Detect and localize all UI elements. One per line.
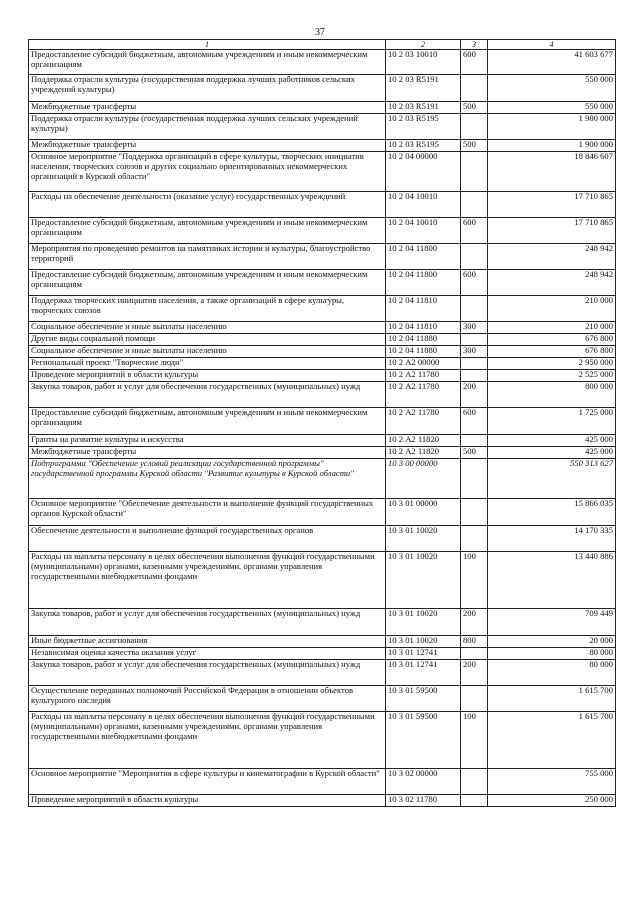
row-name-cell: Осуществление переданных полномочий Российской Федерации в отношении объектов культурного наследия [29, 686, 386, 712]
table-row [29, 408, 616, 435]
row-code-cell: 10 3 02 11780 [386, 795, 461, 807]
table-body [29, 50, 616, 807]
row-sum-cell: 550 000 [488, 102, 616, 114]
row-sum-cell: 80 000 [488, 648, 616, 660]
row-type-cell: 200 [461, 382, 488, 408]
row-type-cell [461, 686, 488, 712]
row-type-cell [461, 795, 488, 807]
row-sum-cell: 676 800 [488, 346, 616, 358]
row-sum-cell: 425 000 [488, 435, 616, 447]
row-code-cell: 10 2 03 R5195 [386, 140, 461, 152]
row-name-cell: Гранты на развитие культуры и искусства [29, 435, 386, 447]
table-row [29, 75, 616, 102]
row-type-cell: 500 [461, 140, 488, 152]
table-row [29, 50, 616, 75]
row-type-cell [461, 334, 488, 346]
table-row [29, 370, 616, 382]
table-row [29, 358, 616, 370]
row-sum-cell: 1 615 700 [488, 686, 616, 712]
row-code-cell: 10 3 01 59500 [386, 686, 461, 712]
table-row [29, 322, 616, 334]
row-type-cell: 100 [461, 552, 488, 609]
row-code-cell: 10 2 04 00000 [386, 152, 461, 192]
row-name-cell: Основное мероприятие "Поддержка организаций в сфере культуры, творческих инициатив населения, творческих союзов и других социально ориентированных некоммерческих организаций в Курской области" [29, 152, 386, 192]
row-sum-cell: 550 000 [488, 75, 616, 102]
table-row [29, 218, 616, 244]
table-row [29, 552, 616, 609]
row-name-cell: Закупка товаров, работ и услуг для обеспечения государственных (муниципальных) нужд [29, 382, 386, 408]
row-type-cell [461, 370, 488, 382]
row-name-cell: Расходы на обеспечение деятельности (оказание услуг) государственных учреждений [29, 192, 386, 218]
row-sum-cell: 14 170 335 [488, 526, 616, 552]
row-code-cell: 10 3 01 10020 [386, 526, 461, 552]
row-type-cell: 500 [461, 102, 488, 114]
row-sum-cell: 41 603 677 [488, 50, 616, 75]
row-code-cell: 10 2 03 R5191 [386, 75, 461, 102]
header-col-4: 4 [488, 40, 616, 50]
table-row [29, 102, 616, 114]
row-name-cell: Подпрограмма "Обеспечение условий реализации государственной программы" государственной программы Курской области "Развитие культуры в Курской области" [29, 459, 386, 499]
row-name-cell: Межбюджетные трансферты [29, 140, 386, 152]
row-type-cell: 500 [461, 447, 488, 459]
row-type-cell: 300 [461, 346, 488, 358]
row-name-cell: Межбюджетные трансферты [29, 102, 386, 114]
row-code-cell: 10 2 03 R5191 [386, 102, 461, 114]
row-sum-cell: 1 900 000 [488, 114, 616, 140]
table-row [29, 334, 616, 346]
row-sum-cell: 425 000 [488, 447, 616, 459]
table-row [29, 435, 616, 447]
row-sum-cell: 550 313 627 [488, 459, 616, 499]
row-code-cell: 10 2 А2 00000 [386, 358, 461, 370]
row-type-cell [461, 499, 488, 526]
header-col-3: 3 [461, 40, 488, 50]
row-type-cell [461, 459, 488, 499]
row-name-cell: Предоставление субсидий бюджетным, автономным учреждениям и иным некоммерческим организациям [29, 218, 386, 244]
table-row [29, 686, 616, 712]
row-code-cell: 10 3 00 00000 [386, 459, 461, 499]
header-col-1: 1 [29, 40, 386, 50]
table-row [29, 609, 616, 636]
table-row [29, 192, 616, 218]
row-type-cell: 600 [461, 50, 488, 75]
row-name-cell: Социальное обеспечение и иные выплаты населению [29, 346, 386, 358]
row-type-cell: 600 [461, 218, 488, 244]
row-type-cell: 600 [461, 408, 488, 435]
row-name-cell: Предоставление субсидий бюджетным, автономным учреждениям и иным некоммерческим организациям [29, 270, 386, 296]
row-type-cell: 800 [461, 636, 488, 648]
row-code-cell: 10 2 А2 11820 [386, 435, 461, 447]
row-code-cell: 10 3 01 12741 [386, 648, 461, 660]
row-name-cell: Закупка товаров, работ и услуг для обеспечения государственных (муниципальных) нужд [29, 660, 386, 686]
row-name-cell: Расходы на выплаты персоналу в целях обеспечения выполнения функций государственными (муниципальными) органами, казенными учреждениями, органами управления государственными внебюджетными фондами [29, 552, 386, 609]
row-type-cell: 600 [461, 270, 488, 296]
row-sum-cell: 800 000 [488, 382, 616, 408]
row-code-cell: 10 2 04 11810 [386, 296, 461, 322]
row-sum-cell: 210 000 [488, 322, 616, 334]
row-type-cell [461, 358, 488, 370]
row-sum-cell: 20 000 [488, 636, 616, 648]
row-code-cell: 10 2 04 10010 [386, 192, 461, 218]
row-name-cell: Предоставление субсидий бюджетным, автономным учреждениям и иным некоммерческим организациям [29, 408, 386, 435]
row-sum-cell: 13 440 886 [488, 552, 616, 609]
row-code-cell: 10 3 01 59500 [386, 712, 461, 769]
row-code-cell: 10 2 03 10010 [386, 50, 461, 75]
page-number: 37 [315, 27, 325, 38]
row-sum-cell: 248 942 [488, 244, 616, 270]
row-name-cell: Межбюджетные трансферты [29, 447, 386, 459]
row-type-cell: 300 [461, 322, 488, 334]
row-name-cell: Проведение мероприятий в области культуры [29, 370, 386, 382]
row-name-cell: Предоставление субсидий бюджетным, автономным учреждениям и иным некоммерческим организациям [29, 50, 386, 75]
table-row [29, 712, 616, 769]
row-code-cell: 10 3 02 00000 [386, 769, 461, 795]
row-name-cell: Иные бюджетные ассигнования [29, 636, 386, 648]
row-name-cell: Основное мероприятие "Обеспечение деятельности и выполнение функций государственных органов Курской области" [29, 499, 386, 526]
table-row [29, 660, 616, 686]
row-sum-cell: 210 000 [488, 296, 616, 322]
row-name-cell: Закупка товаров, работ и услуг для обеспечения государственных (муниципальных) нужд [29, 609, 386, 636]
row-type-cell [461, 114, 488, 140]
table-row [29, 499, 616, 526]
row-type-cell [461, 648, 488, 660]
row-type-cell [461, 435, 488, 447]
row-type-cell [461, 526, 488, 552]
table-row [29, 795, 616, 807]
row-sum-cell: 18 846 607 [488, 152, 616, 192]
table-row [29, 140, 616, 152]
row-type-cell: 200 [461, 609, 488, 636]
row-sum-cell: 17 710 865 [488, 218, 616, 244]
row-type-cell: 100 [461, 712, 488, 769]
row-code-cell: 10 3 01 12741 [386, 660, 461, 686]
table-row [29, 769, 616, 795]
row-sum-cell: 1 725 000 [488, 408, 616, 435]
header-col-2: 2 [386, 40, 461, 50]
row-name-cell: Основное мероприятие "Мероприятия в сфере культуры и кинематографии в Курской области" [29, 769, 386, 795]
row-code-cell: 10 3 01 10020 [386, 636, 461, 648]
row-name-cell: Расходы на выплаты персоналу в целях обеспечения выполнения функций государственными (муниципальными) органами, казенными учреждениями, органами управления государственными внебюджетными фондами [29, 712, 386, 769]
row-name-cell: Поддержка отрасли культуры (государственная поддержка лучших работников сельских учреждений культуры) [29, 75, 386, 102]
row-code-cell: 10 2 04 11880 [386, 346, 461, 358]
row-name-cell: Социальное обеспечение и иные выплаты населению [29, 322, 386, 334]
row-sum-cell: 250 000 [488, 795, 616, 807]
table-row [29, 648, 616, 660]
row-sum-cell: 80 000 [488, 660, 616, 686]
table-row [29, 447, 616, 459]
table-row [29, 459, 616, 499]
row-code-cell: 10 2 А2 11780 [386, 382, 461, 408]
row-sum-cell: 2 525 000 [488, 370, 616, 382]
row-name-cell: Поддержка отрасли культуры (государственная поддержка лучших сельских учреждений культуры) [29, 114, 386, 140]
row-code-cell: 10 3 01 00000 [386, 499, 461, 526]
row-sum-cell: 1 615 700 [488, 712, 616, 769]
row-sum-cell: 248 942 [488, 270, 616, 296]
row-code-cell: 10 2 04 10010 [386, 218, 461, 244]
row-name-cell: Обеспечение деятельности и выполнение функций государственных органов [29, 526, 386, 552]
row-sum-cell: 709 449 [488, 609, 616, 636]
row-code-cell: 10 2 А2 11820 [386, 447, 461, 459]
row-type-cell [461, 75, 488, 102]
row-name-cell: Поддержка творческих инициатив населения, а также организаций в сфере культуры, творческих союзов [29, 296, 386, 322]
row-type-cell: 200 [461, 660, 488, 686]
row-type-cell [461, 296, 488, 322]
row-code-cell: 10 2 04 11880 [386, 334, 461, 346]
row-sum-cell: 755 000 [488, 769, 616, 795]
row-type-cell [461, 244, 488, 270]
table-row [29, 114, 616, 140]
table-header [29, 40, 616, 50]
table-row [29, 152, 616, 192]
row-sum-cell: 17 710 865 [488, 192, 616, 218]
budget-table [28, 39, 616, 807]
table-row [29, 270, 616, 296]
table-row [29, 382, 616, 408]
table-row [29, 296, 616, 322]
row-type-cell [461, 192, 488, 218]
row-name-cell: Другие виды социальной помощи [29, 334, 386, 346]
row-code-cell: 10 2 04 11810 [386, 322, 461, 334]
row-name-cell: Мероприятия по проведению ремонтов на памятниках истории и культуры, благоустройство территорий [29, 244, 386, 270]
row-code-cell: 10 2 А2 11780 [386, 408, 461, 435]
row-sum-cell: 15 866 035 [488, 499, 616, 526]
row-sum-cell: 676 800 [488, 334, 616, 346]
row-code-cell: 10 3 01 10020 [386, 552, 461, 609]
row-name-cell: Независимая оценка качества оказания услуг [29, 648, 386, 660]
row-name-cell: Региональный проект "Творческие люди" [29, 358, 386, 370]
table-row [29, 636, 616, 648]
row-code-cell: 10 3 01 10020 [386, 609, 461, 636]
row-name-cell: Проведение мероприятий в области культуры [29, 795, 386, 807]
header-row [29, 40, 616, 50]
row-sum-cell: 2 950 000 [488, 358, 616, 370]
row-code-cell: 10 2 А2 11780 [386, 370, 461, 382]
row-code-cell: 10 2 03 R5195 [386, 114, 461, 140]
row-code-cell: 10 2 04 11800 [386, 270, 461, 296]
row-code-cell: 10 2 04 11800 [386, 244, 461, 270]
row-type-cell [461, 769, 488, 795]
table-row [29, 244, 616, 270]
row-type-cell [461, 152, 488, 192]
row-sum-cell: 1 900 000 [488, 140, 616, 152]
table-row [29, 526, 616, 552]
table-row [29, 346, 616, 358]
